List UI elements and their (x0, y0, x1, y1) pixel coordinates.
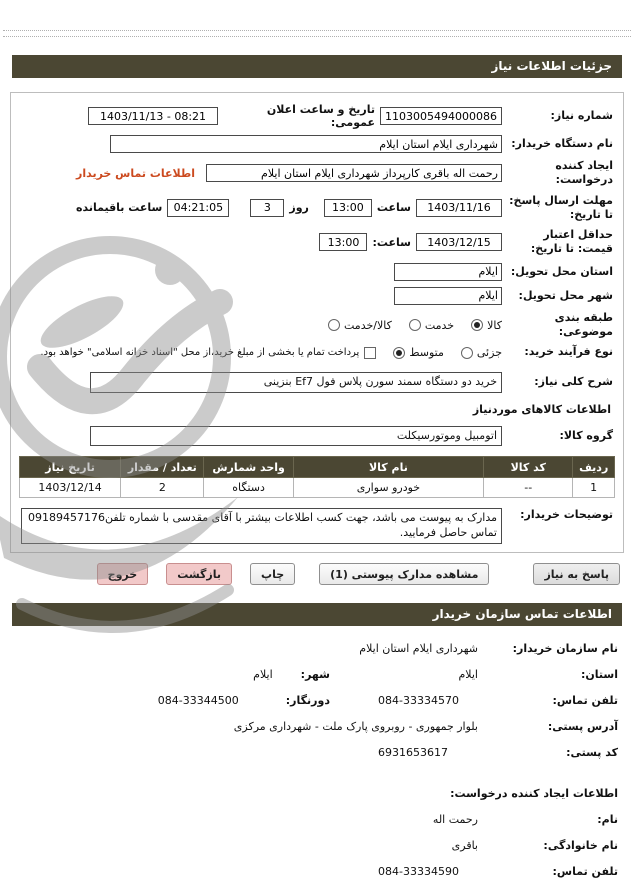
goods-table-row[interactable] (20, 478, 615, 498)
creator-phone-value: 084-33334590 (378, 865, 459, 878)
validity-hour-input[interactable] (319, 233, 367, 251)
delivery-province-label: استان محل تحویل: (510, 264, 613, 278)
deadline-hour-label: ساعت (376, 201, 411, 215)
org-province-value: ایلام (458, 668, 478, 682)
process-minor-radio-icon[interactable] (461, 347, 473, 359)
request-creator-row (21, 159, 613, 188)
treasury-checkbox[interactable] (364, 347, 376, 359)
need-description-row (21, 372, 613, 393)
delivery-city-input[interactable] (394, 287, 502, 305)
print-button[interactable]: چاپ (250, 563, 295, 585)
org-name-value: شهرداری ایلام استان ایلام (359, 642, 478, 656)
org-phone-value: 084-33334570 (378, 694, 459, 708)
details-section-header (12, 55, 622, 78)
process-option-medium[interactable] (393, 346, 444, 359)
need-number-row (21, 103, 613, 129)
need-number-label: شماره نیاز: (550, 108, 613, 122)
exit-button[interactable]: خروج (97, 563, 149, 585)
goods-cell-need-date: 1403/12/14 (20, 478, 121, 498)
goods-col-item-name: نام کالا (293, 457, 483, 478)
org-phone-label: تلفن تماس: (552, 694, 618, 708)
goods-group-label: گروه کالا: (559, 428, 613, 442)
need-details-panel (10, 92, 624, 553)
deadline-hour-input[interactable] (324, 199, 372, 217)
delivery-city-label: شهر محل تحویل: (518, 288, 613, 302)
category-option-service-label: خدمت (424, 318, 455, 332)
category-option-service[interactable] (409, 319, 454, 332)
goods-group-row (21, 426, 613, 447)
subject-category-label: طبقه بندی موضوعی: (554, 310, 613, 339)
price-validity-label: حداقل اعتبار قیمت: تا تاریخ: (530, 228, 613, 256)
goods-cell-unit: دستگاه (204, 478, 293, 498)
announce-datetime-label: تاریخ و ساعت اعلان عمومی: (266, 103, 375, 129)
org-contact-section-header (12, 603, 622, 626)
buyer-org-input[interactable] (110, 135, 502, 153)
price-validity-row (21, 228, 613, 257)
goods-section-title: اطلاعات کالاهای موردنیاز (472, 402, 611, 416)
subject-category-row (21, 311, 613, 340)
buyer-org-label: نام دستگاه خریدار: (511, 136, 613, 150)
remaining-time-input[interactable] (167, 199, 229, 217)
org-contact-section-title: اطلاعات تماس سازمان خریدار (432, 607, 612, 622)
creator-phone-label: تلفن تماس: (552, 865, 618, 878)
purchase-process-label: نوع فرآیند خرید: (524, 345, 613, 359)
announce-datetime-input[interactable] (88, 107, 218, 125)
top-dotted-divider (3, 30, 631, 31)
org-fax-value: 084-33344500 (157, 694, 239, 708)
goods-cell-item-code: -- (484, 478, 573, 498)
org-city-value: ایلام (253, 668, 273, 682)
org-address-label: آدرس پستی: (547, 720, 618, 734)
process-medium-radio-icon[interactable] (393, 347, 405, 359)
goods-col-item-code: کد کالا (484, 457, 573, 478)
buyer-notes-box[interactable]: مدارک به پیوست می باشد، جهت کسب اطلاعات بیشتر با آقای مقدسی با شماره تلفن09189457176 تماس حاصل فرمایید. (21, 508, 502, 544)
response-deadline-row (21, 194, 613, 223)
buyer-org-row (21, 135, 613, 153)
category-service-radio-icon[interactable] (409, 319, 421, 331)
goods-table-header (20, 457, 615, 478)
goods-table (19, 456, 615, 498)
goods-cell-item-name: خودرو سواری (293, 478, 483, 498)
category-option-goods-service-label: کالا/خدمت (344, 318, 392, 332)
org-postal-code-value: 6931653617 (378, 746, 448, 760)
category-option-goods-service[interactable] (328, 319, 392, 332)
purchase-process-row (21, 345, 613, 359)
creator-phone-row (16, 865, 618, 878)
remaining-time-label: ساعت باقیمانده (76, 201, 163, 215)
validity-hour-label: ساعت: (372, 235, 411, 249)
details-section-title: جزئیات اطلاعات نیاز (491, 59, 612, 73)
deadline-date-input[interactable] (416, 199, 502, 217)
org-province-label: استان: (581, 668, 618, 682)
treasury-note: پرداخت تمام یا بخشی از مبلغ خرید،از محل "اسناد خزانه اسلامی" خواهد بود. (40, 346, 360, 358)
validity-date-input[interactable] (416, 233, 502, 251)
org-name-label: نام سازمان خریدار: (512, 642, 618, 656)
process-option-medium-label: متوسط (409, 346, 444, 360)
goods-cell-row-number: 1 (573, 478, 615, 498)
remaining-days-input[interactable] (250, 199, 284, 217)
process-option-minor-label: جزئی (476, 346, 502, 360)
action-buttons-row (14, 563, 620, 585)
category-option-goods[interactable] (471, 319, 502, 332)
org-city-label: شهر: (300, 668, 330, 682)
goods-cell-quantity: 2 (121, 478, 204, 498)
need-description-label: شرح کلی نیاز: (534, 374, 613, 388)
need-number-input[interactable] (380, 107, 502, 125)
remaining-days-label: روز (289, 201, 309, 215)
buyer-notes-label: توضیحات خریدار: (520, 508, 613, 522)
org-postal-code-label: کد پستی: (566, 746, 618, 760)
request-creator-label: ایجاد کننده درخواست: (555, 159, 613, 187)
goods-col-unit: واحد شمارش (204, 457, 293, 478)
delivery-province-row (21, 263, 613, 281)
creator-first-name-label: نام: (597, 813, 618, 827)
org-province-city-row (16, 668, 618, 681)
creator-first-name-row (16, 813, 618, 826)
org-fax-label: دورنگار: (285, 694, 330, 708)
org-phone-fax-row (16, 694, 618, 707)
delivery-city-row (21, 287, 613, 305)
creator-last-name-label: نام خانوادگی: (543, 839, 618, 853)
org-name-row (16, 642, 618, 655)
creator-last-name-value: باقری (451, 839, 478, 853)
goods-group-box[interactable]: اتومبیل وموتورسیکلت (90, 426, 502, 447)
request-creator-input[interactable] (206, 164, 502, 182)
goods-col-need-date: تاریخ نیاز (20, 457, 121, 478)
top-dotted-divider-2 (3, 36, 631, 37)
category-goods-radio-icon[interactable] (471, 319, 483, 331)
process-option-minor[interactable] (461, 346, 502, 359)
creator-last-name-row (16, 839, 618, 852)
respond-button[interactable]: پاسخ به نیاز (533, 563, 620, 585)
response-deadline-label: مهلت ارسال پاسخ: تا تاریخ: (509, 193, 613, 221)
delivery-province-input[interactable] (394, 263, 502, 281)
org-address-row (16, 720, 618, 733)
need-description-box[interactable]: خرید دو دستگاه سمند سورن پلاس فول Ef7 بنزینی (90, 372, 502, 393)
goods-col-quantity: تعداد / مقدار (121, 457, 204, 478)
org-address-value: بلوار جمهوری - روبروی پارک ملت - شهرداری مرکزی (233, 720, 478, 734)
creator-info-title: اطلاعات ایجاد کننده درخواست: (450, 787, 618, 801)
buyer-notes-row (21, 508, 613, 544)
goods-col-row-number: ردیف (573, 457, 615, 478)
creator-first-name-value: رحمت اله (432, 813, 478, 827)
category-option-goods-label: کالا (487, 318, 502, 332)
buyer-contact-link[interactable]: اطلاعات تماس خریدار (75, 166, 195, 180)
back-button[interactable]: بازگشت (166, 563, 232, 585)
category-goods-service-radio-icon[interactable] (328, 319, 340, 331)
view-attachments-button[interactable]: مشاهده مدارک پیوستی (1) (319, 563, 489, 585)
org-postal-code-row (16, 746, 618, 759)
